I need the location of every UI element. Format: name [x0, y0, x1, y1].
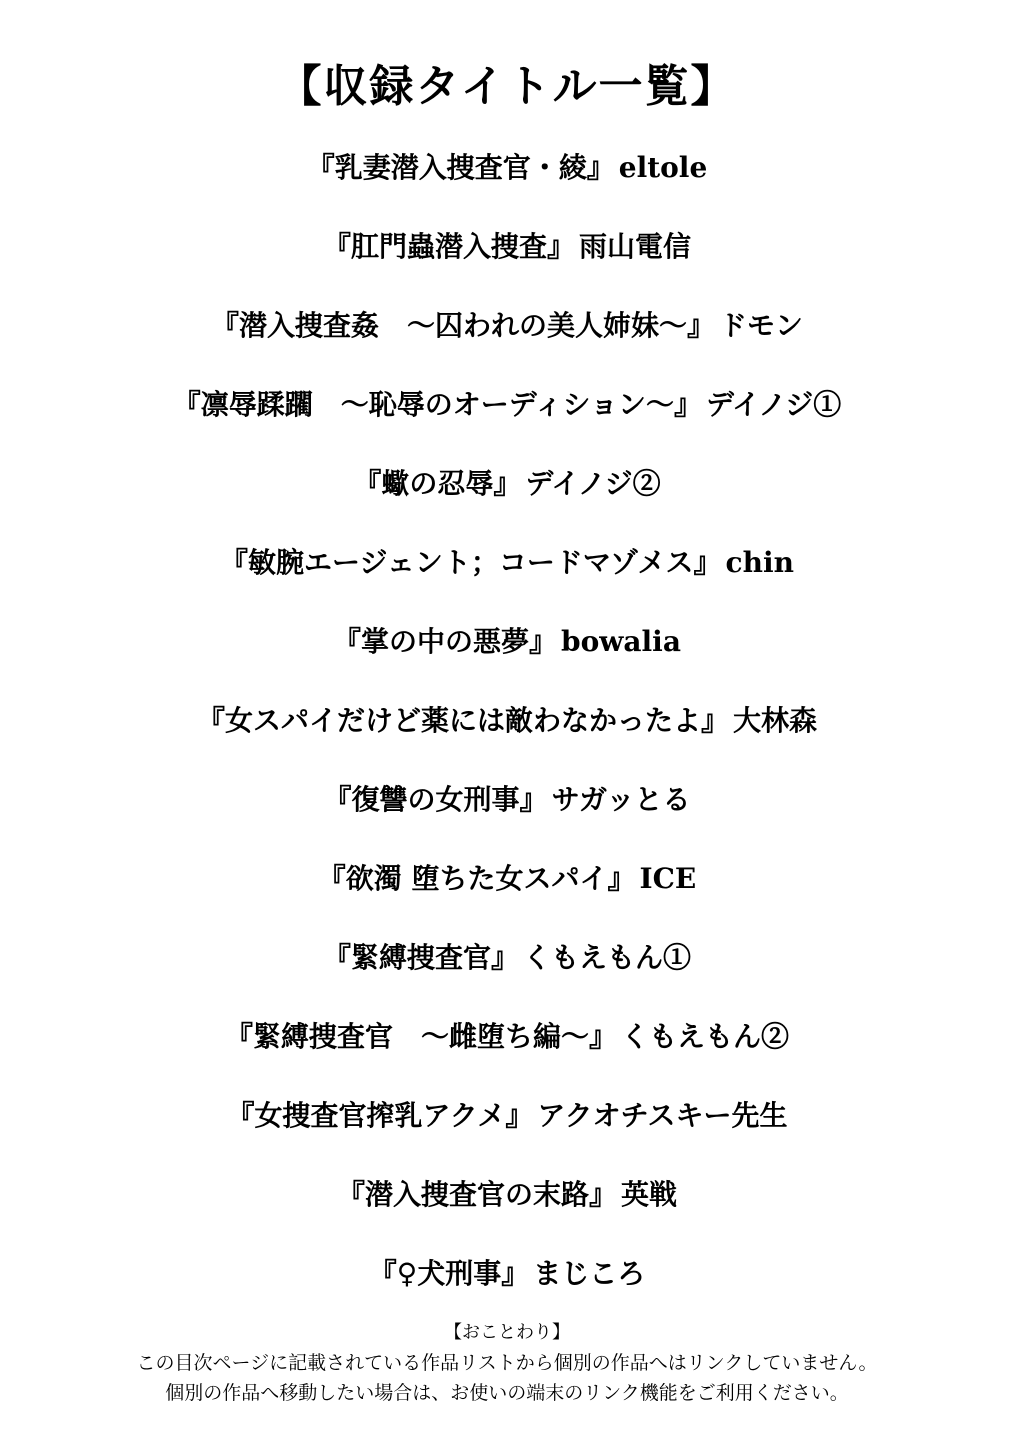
work-title: 『肛門蟲潜入捜査』	[322, 230, 575, 263]
author-name: くもえもん②	[621, 1020, 790, 1053]
author-name: ドモン	[719, 309, 804, 342]
work-title: 『潜入捜査姦 ～囚われの美人姉妹～』	[210, 309, 715, 342]
work-title: 『蠍の忍辱』	[353, 467, 522, 500]
list-item	[0, 1167, 1014, 1246]
list-item	[0, 693, 1014, 772]
work-title: 『女捜査官搾乳アクメ』	[226, 1099, 534, 1132]
work-title: 『緊縛捜査官』	[322, 941, 519, 974]
work-title: 『女スパイだけど薬には敵わなかったよ』	[196, 704, 729, 737]
author-name: eltole	[618, 151, 708, 184]
work-title: 『欲濁 堕ちた女スパイ』	[317, 862, 636, 895]
notice-heading: 【おことわり】	[444, 1322, 570, 1343]
author-name: 大林森	[733, 704, 818, 737]
work-title: 『敏腕エージェント；コードマゾメス』	[220, 546, 722, 579]
author-name: 英戦	[621, 1178, 678, 1211]
list-item	[0, 930, 1014, 1009]
work-title: 『潜入捜査官の末路』	[336, 1178, 617, 1211]
list-item	[0, 851, 1014, 930]
title-list	[0, 140, 1014, 1325]
list-item	[0, 377, 1014, 456]
author-name: デイノジ①	[705, 388, 842, 421]
list-item	[0, 140, 1014, 219]
list-item	[0, 1246, 1014, 1325]
author-name: アクオチスキー先生	[537, 1099, 788, 1132]
list-item	[0, 535, 1014, 614]
author-name: デイノジ②	[525, 467, 661, 500]
notice-line: 個別の作品へ移動したい場合は、お使いの端末のリンク機能をご利用ください。	[165, 1382, 849, 1404]
author-name: くもえもん①	[523, 941, 692, 974]
list-item	[0, 614, 1014, 693]
work-title: 『緊縛捜査官 ～雌堕ち編～』	[224, 1020, 617, 1053]
author-name: bowalia	[561, 625, 681, 658]
list-item	[0, 298, 1014, 377]
list-item	[0, 1088, 1014, 1167]
work-title: 『乳妻潜入捜査官・綾』	[306, 151, 615, 184]
page-title: 【収録タイトル一覧】	[277, 61, 737, 112]
list-item	[0, 456, 1014, 535]
list-item	[0, 772, 1014, 851]
notice-block	[0, 1318, 1014, 1408]
notice-line: この目次ページに記載されている作品リストから個別の作品へはリンクしていません。	[136, 1352, 878, 1374]
work-title: 『復讐の女刑事』	[323, 783, 548, 816]
list-item	[0, 219, 1014, 298]
author-name: サガッとる	[551, 783, 691, 816]
work-title: 『凛辱蹂躙 ～恥辱のオーディション～』	[172, 388, 702, 421]
author-name: まじころ	[533, 1257, 646, 1290]
author-name: chin	[725, 546, 794, 579]
author-name: ICE	[639, 862, 697, 895]
work-title: 『掌の中の悪夢』	[333, 625, 558, 658]
list-item	[0, 1009, 1014, 1088]
work-title: 『♀犬刑事』	[368, 1257, 530, 1290]
author-name: 雨山電信	[579, 230, 692, 263]
